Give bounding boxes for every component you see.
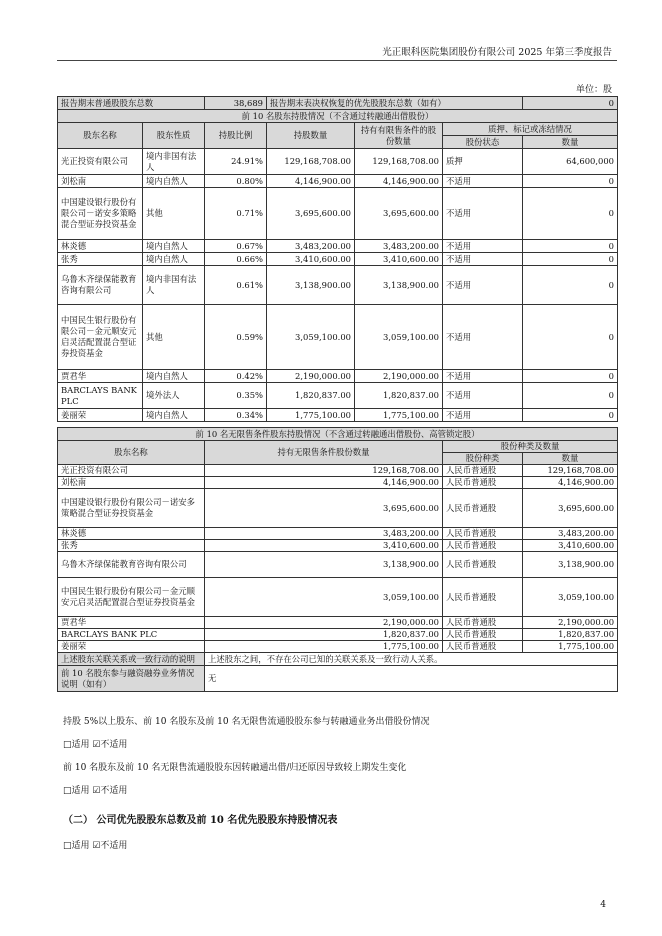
relation-label: 上述股东关联关系或一致行动的说明 xyxy=(58,653,205,666)
margin-value: 无 xyxy=(205,666,618,692)
holding-ratio: 0.61% xyxy=(205,266,267,305)
page-number: 4 xyxy=(600,900,606,910)
table-row xyxy=(58,528,618,540)
change-note: 前 10 名股东及前 10 名无限售流通股股东因转融通出借/归还原因导致较上期发生变化 xyxy=(63,763,407,773)
holding-ratio: 0.67% xyxy=(205,240,267,253)
table-row xyxy=(58,641,618,653)
holding-ratio: 0.34% xyxy=(205,409,267,422)
col-header-restricted: 持有有限售条件的股份数量 xyxy=(355,123,443,149)
shareholder-name: 姜丽荣 xyxy=(58,641,205,653)
holding-count: 3,695,600.00 xyxy=(267,188,355,240)
shareholder-name: 姜丽荣 xyxy=(58,409,143,422)
u-col-header-type-group: 股份种类及数量 xyxy=(443,441,618,453)
shareholder-name: 中国建设银行股份有限公司－诺安多策略混合型证券投资基金 xyxy=(58,188,143,240)
restricted-count: 3,138,900.00 xyxy=(355,266,443,305)
table-row xyxy=(58,149,618,175)
holding-ratio: 0.80% xyxy=(205,175,267,188)
holding-count: 3,483,200.00 xyxy=(267,240,355,253)
unrestricted-title: 前 10 名无限售条件股东持股情况（不含通过转融通出借股份、高管锁定股） xyxy=(58,428,618,441)
share-status: 不适用 xyxy=(443,253,523,266)
shareholder-name: 张秀 xyxy=(58,253,143,266)
preferred-holders-label: 报告期末表决权恢复的优先股股东总数（如有） xyxy=(267,97,523,110)
table-row xyxy=(58,409,618,422)
table-row xyxy=(58,465,618,477)
share-status: 不适用 xyxy=(443,175,523,188)
restricted-count: 3,695,600.00 xyxy=(355,188,443,240)
holding-ratio: 0.59% xyxy=(205,305,267,370)
top10-shareholders-table xyxy=(57,96,618,422)
table-row xyxy=(58,477,618,489)
shareholder-name: 刘松南 xyxy=(58,175,143,188)
pledge-qty: 0 xyxy=(523,175,618,188)
restricted-count: 1,820,837.00 xyxy=(355,383,443,409)
holding-count: 3,138,900.00 xyxy=(267,266,355,305)
lending-option: □适用 ☑不适用 xyxy=(63,740,128,750)
share-type: 人民币普通股 xyxy=(443,578,523,617)
share-type: 人民币普通股 xyxy=(443,552,523,578)
holding-count: 1,775,100.00 xyxy=(267,409,355,422)
shareholder-nature: 境内自然人 xyxy=(143,370,205,383)
table-row xyxy=(58,266,618,305)
share-qty: 3,695,600.00 xyxy=(523,489,618,528)
u-col-header-name: 股东名称 xyxy=(58,441,205,465)
shareholder-nature: 其他 xyxy=(143,305,205,370)
table-row xyxy=(58,370,618,383)
share-status: 不适用 xyxy=(443,188,523,240)
shareholder-nature: 其他 xyxy=(143,188,205,240)
share-type: 人民币普通股 xyxy=(443,540,523,552)
shareholder-nature: 境内自然人 xyxy=(143,409,205,422)
share-qty: 2,190,000.00 xyxy=(523,617,618,629)
u-col-header-count: 持有无限售条件股份数量 xyxy=(205,441,443,465)
table-row xyxy=(58,253,618,266)
table-row xyxy=(58,578,618,617)
pledge-qty: 0 xyxy=(523,240,618,253)
shareholder-nature: 境内自然人 xyxy=(143,175,205,188)
report-header: 光正眼科医院集团股份有限公司 2025 年第三季度报告 xyxy=(382,47,612,58)
unrestricted-count: 3,138,900.00 xyxy=(205,552,443,578)
table-row xyxy=(58,175,618,188)
share-status: 不适用 xyxy=(443,383,523,409)
top10-title: 前 10 名股东持股情况（不含通过转融通出借股份） xyxy=(58,110,618,123)
shareholder-name: 林炎德 xyxy=(58,240,143,253)
shareholder-name: 贾君华 xyxy=(58,617,205,629)
col-header-count: 持股数量 xyxy=(267,123,355,149)
total-holders-value: 38,689 xyxy=(205,97,267,110)
pledge-qty: 0 xyxy=(523,383,618,409)
shareholder-nature: 境内自然人 xyxy=(143,240,205,253)
col-header-name: 股东名称 xyxy=(58,123,143,149)
share-qty: 3,483,200.00 xyxy=(523,528,618,540)
shareholder-name: 张秀 xyxy=(58,540,205,552)
share-status: 质押 xyxy=(443,149,523,175)
shareholder-name: 乌鲁木齐绿保能教育咨询有限公司 xyxy=(58,266,143,305)
shareholder-name: 中国建设银行股份有限公司－诺安多策略混合型证券投资基金 xyxy=(58,489,205,528)
holding-ratio: 0.42% xyxy=(205,370,267,383)
unrestricted-count: 1,820,837.00 xyxy=(205,629,443,641)
unit-label: 单位：股 xyxy=(575,85,612,95)
share-type: 人民币普通股 xyxy=(443,465,523,477)
table-row xyxy=(58,383,618,409)
holding-count: 129,168,708.00 xyxy=(267,149,355,175)
unrestricted-count: 4,146,900.00 xyxy=(205,477,443,489)
restricted-count: 3,410,600.00 xyxy=(355,253,443,266)
total-holders-label: 报告期末普通股股东总数 xyxy=(58,97,205,110)
holding-ratio: 0.71% xyxy=(205,188,267,240)
holding-ratio: 24.91% xyxy=(205,149,267,175)
col-header-status: 股份状态 xyxy=(443,136,523,149)
share-status: 不适用 xyxy=(443,266,523,305)
col-header-ratio: 持股比例 xyxy=(205,123,267,149)
unrestricted-count: 129,168,708.00 xyxy=(205,465,443,477)
lending-note: 持股 5%以上股东、前 10 名股东及前 10 名无限售流通股股东参与转融通业务出借股份情况 xyxy=(63,717,430,727)
share-status: 不适用 xyxy=(443,240,523,253)
share-qty: 4,146,900.00 xyxy=(523,477,618,489)
col-header-pledge: 质押、标记或冻结情况 xyxy=(443,123,618,136)
restricted-count: 129,168,708.00 xyxy=(355,149,443,175)
relation-value: 上述股东之间，不存在公司已知的关联关系及一致行动人关系。 xyxy=(205,653,618,666)
col-header-nature: 股东性质 xyxy=(143,123,205,149)
shareholder-nature: 境外法人 xyxy=(143,383,205,409)
holding-ratio: 0.66% xyxy=(205,253,267,266)
table-row xyxy=(58,617,618,629)
shareholder-name: 乌鲁木齐绿保能教育咨询有限公司 xyxy=(58,552,205,578)
share-type: 人民币普通股 xyxy=(443,617,523,629)
share-status: 不适用 xyxy=(443,409,523,422)
u-col-header-type: 股份种类 xyxy=(443,453,523,465)
shareholder-name: 中国民生银行股份有限公司－金元顺安元启灵活配置混合型证券投资基金 xyxy=(58,305,143,370)
change-option: □适用 ☑不适用 xyxy=(63,786,128,796)
restricted-count: 4,146,900.00 xyxy=(355,175,443,188)
unrestricted-shareholders-table xyxy=(57,427,618,692)
table-row xyxy=(58,489,618,528)
holding-count: 3,059,100.00 xyxy=(267,305,355,370)
holding-count: 2,190,000.00 xyxy=(267,370,355,383)
shareholder-name: 光正投资有限公司 xyxy=(58,149,143,175)
holding-count: 1,820,837.00 xyxy=(267,383,355,409)
holding-count: 3,410,600.00 xyxy=(267,253,355,266)
share-qty: 1,820,837.00 xyxy=(523,629,618,641)
section2-option: □适用 ☑不适用 xyxy=(63,841,128,851)
shareholder-name: 林炎德 xyxy=(58,528,205,540)
pledge-qty: 0 xyxy=(523,253,618,266)
margin-label: 前 10 名股东参与融资融券业务情况说明（如有） xyxy=(58,666,205,692)
shareholder-nature: 境内自然人 xyxy=(143,253,205,266)
share-type: 人民币普通股 xyxy=(443,477,523,489)
unrestricted-count: 3,695,600.00 xyxy=(205,489,443,528)
pledge-qty: 0 xyxy=(523,370,618,383)
header-divider xyxy=(57,60,617,61)
share-qty: 3,410,600.00 xyxy=(523,540,618,552)
table-row xyxy=(58,552,618,578)
restricted-count: 1,775,100.00 xyxy=(355,409,443,422)
shareholder-name: 贾君华 xyxy=(58,370,143,383)
shareholder-name: 中国民生银行股份有限公司－金元顺安元启灵活配置混合型证券投资基金 xyxy=(58,578,205,617)
share-type: 人民币普通股 xyxy=(443,528,523,540)
table-row xyxy=(58,240,618,253)
share-type: 人民币普通股 xyxy=(443,489,523,528)
share-qty: 129,168,708.00 xyxy=(523,465,618,477)
share-qty: 1,775,100.00 xyxy=(523,641,618,653)
shareholder-name: 光正投资有限公司 xyxy=(58,465,205,477)
share-status: 不适用 xyxy=(443,370,523,383)
restricted-count: 2,190,000.00 xyxy=(355,370,443,383)
restricted-count: 3,483,200.00 xyxy=(355,240,443,253)
share-type: 人民币普通股 xyxy=(443,629,523,641)
pledge-qty: 0 xyxy=(523,305,618,370)
pledge-qty: 64,600,000 xyxy=(523,149,618,175)
table-row xyxy=(58,305,618,370)
shareholder-name: 刘松南 xyxy=(58,477,205,489)
unrestricted-count: 3,059,100.00 xyxy=(205,578,443,617)
share-status: 不适用 xyxy=(443,305,523,370)
pledge-qty: 0 xyxy=(523,266,618,305)
restricted-count: 3,059,100.00 xyxy=(355,305,443,370)
holding-ratio: 0.35% xyxy=(205,383,267,409)
holding-count: 4,146,900.00 xyxy=(267,175,355,188)
table-row xyxy=(58,188,618,240)
section2-title: （二） 公司优先股股东总数及前 10 名优先股股东持股情况表 xyxy=(63,815,338,826)
share-type: 人民币普通股 xyxy=(443,641,523,653)
shareholder-nature: 境内非国有法人 xyxy=(143,149,205,175)
unrestricted-count: 3,483,200.00 xyxy=(205,528,443,540)
pledge-qty: 0 xyxy=(523,409,618,422)
col-header-qty: 数量 xyxy=(523,136,618,149)
table-row xyxy=(58,629,618,641)
shareholder-nature: 境内非国有法人 xyxy=(143,266,205,305)
pledge-qty: 0 xyxy=(523,188,618,240)
shareholder-name: BARCLAYS BANK PLC xyxy=(58,383,143,409)
table-row xyxy=(58,540,618,552)
u-col-header-qty: 数量 xyxy=(523,453,618,465)
unrestricted-count: 3,410,600.00 xyxy=(205,540,443,552)
unrestricted-count: 2,190,000.00 xyxy=(205,617,443,629)
shareholder-name: BARCLAYS BANK PLC xyxy=(58,629,205,641)
preferred-holders-value: 0 xyxy=(523,97,618,110)
share-qty: 3,059,100.00 xyxy=(523,578,618,617)
share-qty: 3,138,900.00 xyxy=(523,552,618,578)
unrestricted-count: 1,775,100.00 xyxy=(205,641,443,653)
